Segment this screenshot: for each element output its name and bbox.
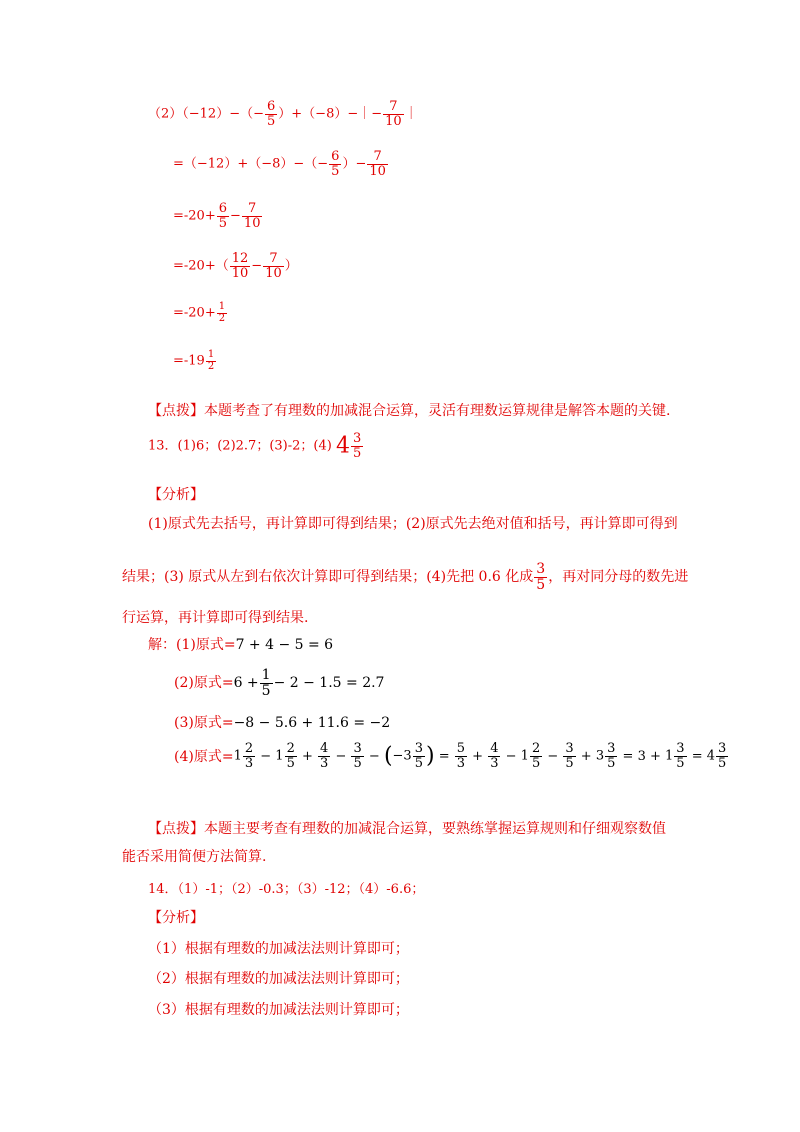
analysis13-line1: (1)原式先去括号，再计算即可得到结果；(2)原式先去绝对值和括号，再计算即可得到: [148, 516, 678, 532]
sol4-label: (4)原式=: [174, 749, 234, 766]
mixed-whole: 4: [706, 748, 716, 764]
frac-den: 5: [676, 755, 685, 771]
analysis14-item-2: （2）根据有理数的加减法法则计算即可；: [148, 971, 409, 987]
sol2-label: (2)原式=: [174, 675, 234, 692]
operator: =: [687, 748, 707, 764]
frac-num: 3: [607, 741, 616, 756]
frac: [285, 742, 297, 770]
p2-l4-b: −: [251, 258, 263, 274]
p2-line5: [173, 302, 228, 324]
frac-den: 10: [231, 265, 249, 281]
p2-l3-b: −: [230, 208, 241, 224]
frac: [488, 742, 500, 770]
analysis14-item-3: （3）根据有理数的加减法法则计算即可；: [148, 1002, 409, 1018]
p2-line4: [173, 252, 298, 280]
mixed-whole: 4: [335, 433, 350, 459]
p2-l1-c: ｜: [404, 106, 418, 122]
frac-den: 5: [414, 755, 423, 771]
frac-num: 2: [286, 741, 295, 756]
tip-note-2-line1: 【点拨】本题主要考查有理数的加减混合运算，要熟练掌握运算规则和仔细观察数值: [148, 821, 666, 837]
frac: [351, 432, 363, 460]
frac-num: 7: [269, 251, 278, 266]
frac: [243, 742, 255, 770]
mixed-whole: 1: [233, 748, 242, 764]
analysis13-line2: [122, 562, 688, 592]
frac-num: 6: [331, 149, 340, 164]
frac: [230, 252, 251, 280]
frac: [605, 742, 617, 770]
frac: [206, 350, 216, 372]
q13-head: 13．(1)6；(2)2.7；(3)-2；(4): [148, 438, 332, 454]
frac-den: 5: [331, 163, 340, 179]
frac-den: 5: [261, 682, 271, 699]
frac: [329, 150, 341, 178]
frac-den: 5: [607, 755, 616, 771]
frac-num: 2: [244, 741, 254, 756]
frac-num: 7: [373, 149, 382, 164]
frac: [455, 742, 467, 770]
frac: [217, 202, 229, 230]
frac: [534, 562, 547, 592]
mixed-whole: −3: [392, 748, 412, 764]
solution-1: [148, 634, 333, 654]
p2-line3: [173, 202, 263, 230]
frac-num: 4: [320, 741, 329, 756]
mixed-number: [454, 742, 468, 770]
p2-l1-a: （2）（−12）−（−: [148, 106, 264, 122]
frac: [260, 668, 273, 698]
mixed-number: [317, 742, 331, 770]
q14-answer: 14．（1）-1；（2）-0.3；（3）-12；（4）-6.6；: [148, 882, 425, 897]
operator: +: [576, 748, 596, 764]
mixed-number: [234, 742, 257, 770]
frac-den: 5: [267, 113, 276, 129]
p2-l5-a: =-20+: [173, 305, 216, 321]
frac-num: 7: [248, 201, 257, 216]
p2-l2-a: =（−12）+（−8）−（−: [173, 156, 329, 172]
frac: [674, 742, 686, 770]
frac-num: 3: [536, 561, 546, 577]
frac-num: 1: [207, 349, 215, 360]
p2-l4-c: ）: [284, 258, 298, 274]
mixed-number: [487, 742, 501, 770]
p2-l3-a: =-20+: [173, 208, 216, 224]
mixed-number: [562, 742, 576, 770]
solution-4: [174, 742, 729, 770]
frac: [530, 742, 542, 770]
p2-line6: [173, 350, 217, 372]
analysis-label-13: 【分析】: [148, 487, 204, 503]
mixed-number: [336, 432, 364, 460]
operator: +: [468, 748, 488, 764]
operator: +: [297, 748, 318, 764]
frac-den: 5: [353, 755, 362, 771]
frac-den: 5: [286, 755, 295, 771]
tip-note-2-line2: 能否采用简便方法简算.: [122, 849, 267, 865]
frac: [367, 150, 388, 178]
frac-num: 1: [261, 667, 271, 683]
analysis13-l2-b: ，再对同分母的数先进: [548, 569, 689, 586]
frac-den: 3: [244, 755, 254, 771]
frac-num: 6: [218, 201, 228, 216]
frac-num: 3: [718, 741, 727, 756]
p2-l2-b: ）−: [342, 156, 367, 172]
frac-num: 3: [352, 431, 362, 446]
frac-den: 10: [369, 163, 386, 179]
frac-den: 3: [456, 755, 466, 771]
frac-num: 6: [267, 99, 276, 114]
sol3-label: (3)原式=: [174, 715, 234, 731]
mixed-whole: 1: [520, 748, 529, 764]
frac-den: 5: [536, 576, 546, 593]
operator: −: [256, 748, 276, 764]
frac: [217, 302, 227, 324]
tip-note-1: 【点拨】本题考查了有理数的加减混合运算，灵活有理数运算规律是解答本题的关键.: [148, 403, 671, 419]
mixed-number: [384, 742, 435, 770]
frac-den: 5: [718, 755, 727, 771]
mixed-number: [596, 742, 619, 770]
frac-num: 3: [565, 741, 574, 756]
operator: −: [501, 748, 521, 764]
mixed-number: [707, 742, 730, 770]
frac-num: 3: [353, 741, 362, 756]
frac-den: 5: [352, 445, 362, 461]
mixed-whole: 1: [665, 748, 674, 764]
frac-den: 5: [565, 755, 574, 771]
frac-num: 5: [456, 741, 466, 756]
frac-num: 12: [231, 251, 249, 266]
frac: [351, 742, 363, 770]
mixed-number: [275, 742, 298, 770]
analysis-label-14: 【分析】: [148, 910, 204, 926]
operator: −: [364, 748, 384, 764]
frac-den: 2: [207, 360, 215, 372]
mixed-whole: 1: [275, 748, 284, 764]
q13-answer: [148, 432, 364, 460]
sol1-label: 解：(1)原式=: [148, 637, 236, 653]
p2-line2: [173, 150, 389, 178]
sol3-expr: −8 − 5.6 + 11.6 = −2: [233, 715, 391, 731]
frac-num: 7: [389, 99, 398, 114]
mixed-whole: 3: [595, 748, 605, 764]
frac-den: 3: [320, 755, 329, 771]
frac-den: 5: [531, 755, 541, 771]
p2-l1-b: ）+（−8）−｜−: [278, 106, 383, 122]
mixed-number: [665, 742, 688, 770]
frac-den: 10: [243, 215, 261, 231]
frac: [265, 100, 277, 128]
analysis13-line3: 行运算，再计算即可得到结果.: [122, 610, 309, 626]
frac: [242, 202, 263, 230]
operator: −: [331, 748, 351, 764]
frac: [383, 100, 404, 128]
frac-den: 2: [218, 312, 226, 324]
frac: [413, 742, 425, 770]
p2-line1: [148, 100, 418, 128]
mixed-number: [350, 742, 364, 770]
frac-num: 2: [531, 741, 541, 756]
operator: −: [543, 748, 563, 764]
paren-open: (: [383, 743, 393, 769]
frac: [716, 742, 728, 770]
frac-den: 10: [385, 113, 402, 129]
frac-num: 4: [490, 741, 499, 756]
sol4-expr: [233, 741, 730, 771]
frac-den: 5: [218, 215, 228, 231]
frac: [318, 742, 330, 770]
sol2-b: − 2 − 1.5 = 2.7: [273, 675, 385, 692]
frac-num: 3: [676, 741, 685, 756]
frac-num: 3: [414, 741, 423, 756]
frac: [263, 252, 284, 280]
sol2-a: 6 +: [233, 675, 259, 692]
paren-close: ): [425, 743, 435, 769]
mixed-number: [521, 742, 544, 770]
analysis14-item-1: （1）根据有理数的加减法法则计算即可；: [148, 941, 409, 957]
operator: = 3 +: [618, 748, 665, 764]
frac-den: 3: [490, 755, 499, 771]
frac-den: 10: [265, 265, 282, 281]
p2-l6-a: =-19: [173, 353, 205, 369]
analysis13-l2-a: 结果；(3) 原式从左到右依次计算即可得到结果；(4)先把 0.6 化成: [122, 569, 534, 586]
operator: =: [434, 748, 454, 764]
frac-num: 1: [218, 301, 226, 312]
p2-l4-a: =-20+（: [173, 258, 229, 274]
sol1-expr: 7 + 4 − 5 = 6: [235, 637, 334, 653]
solution-3: [174, 712, 390, 732]
solution-2: [174, 668, 384, 698]
frac: [563, 742, 575, 770]
